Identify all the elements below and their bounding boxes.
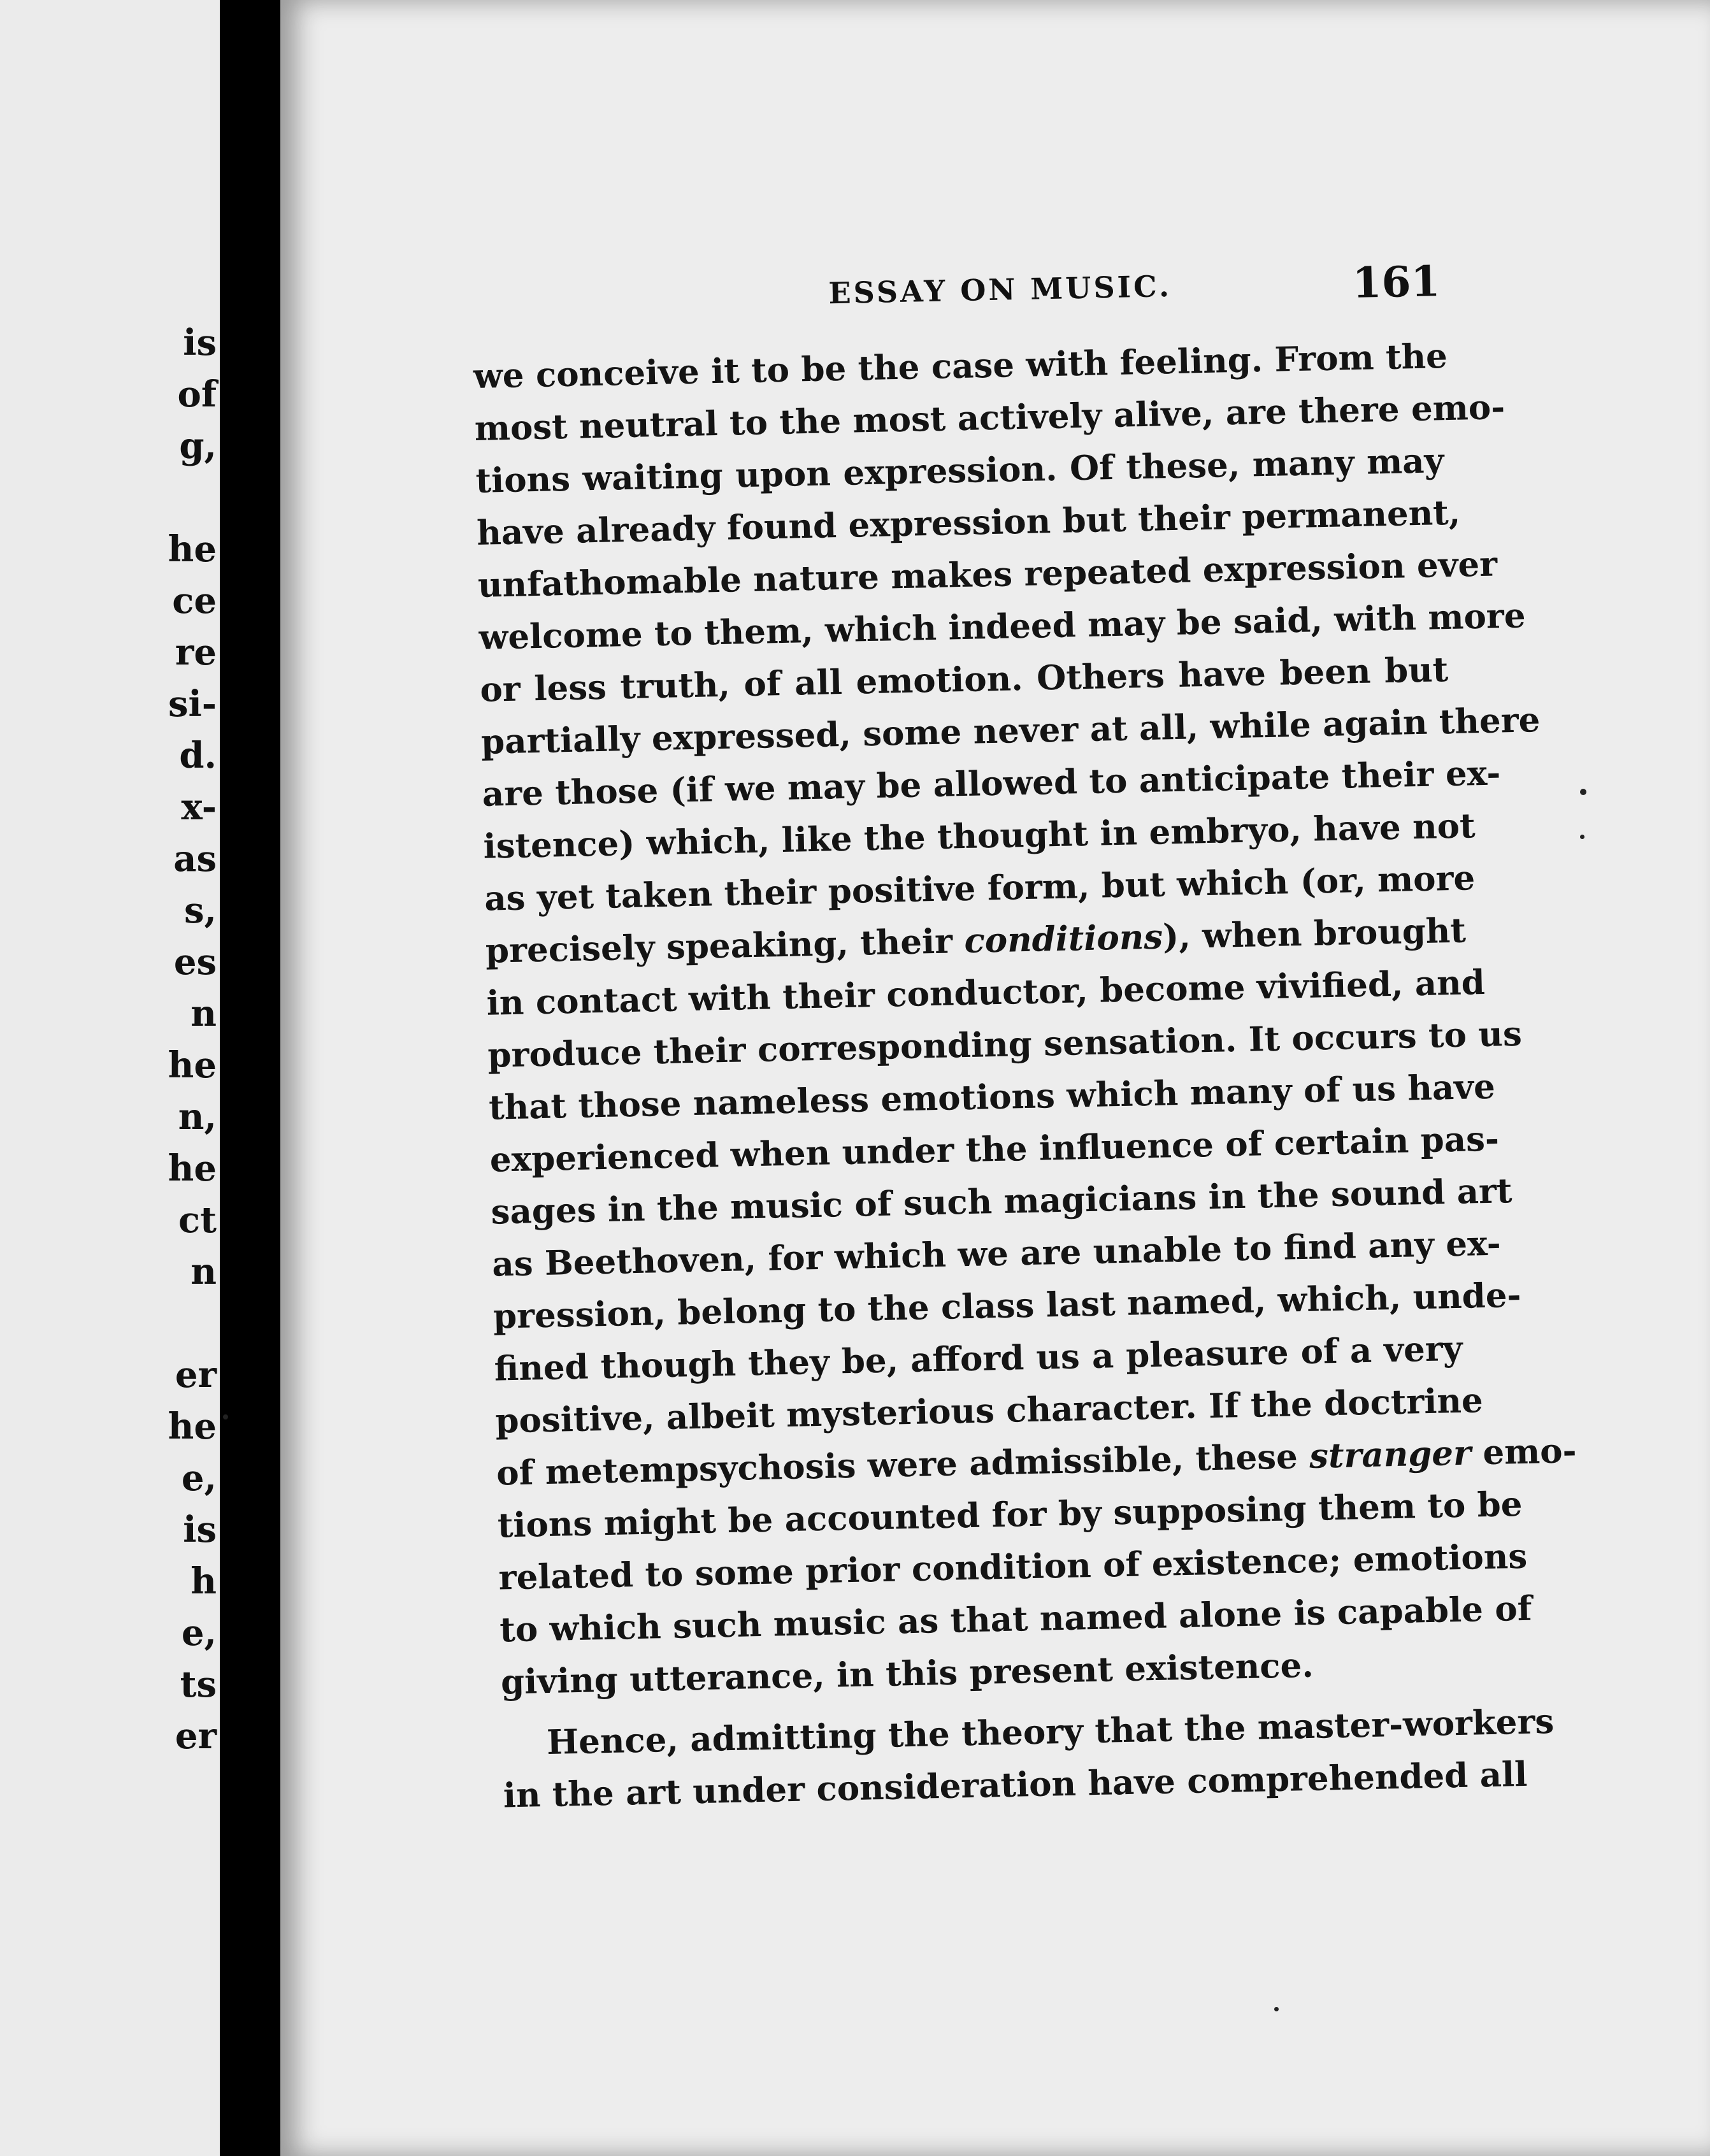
left-page-fragment: n [190, 1251, 217, 1293]
text-line: we conceive it to be the case with feeling. From the [473, 336, 1448, 396]
print-speck [1580, 835, 1584, 839]
page-number: 161 [1351, 256, 1441, 308]
text-line: have already found expression but their permanent, [476, 492, 1461, 553]
text-line: unfathomable nature makes repeated expression ever [477, 544, 1498, 605]
left-page-fragment: he [168, 528, 217, 570]
text-line: are those (if we may be allowed to anticipate their ex- [482, 753, 1501, 814]
italic-word-conditions: conditions [963, 917, 1163, 961]
paragraph-2 [501, 1697, 1555, 1822]
left-page-fragment: g, [179, 425, 217, 467]
left-page [0, 0, 220, 2156]
text-line: fined though they be, afford us a pleasure of a very [494, 1328, 1463, 1389]
text-line: in contact with their conductor, become vivified, and [486, 962, 1486, 1023]
text-line: related to some prior condition of existence; emotions [498, 1536, 1528, 1598]
text-line: as Beethoven, for which we are unable to find any ex- [491, 1223, 1502, 1284]
print-speck [1274, 2007, 1279, 2011]
print-speck [223, 1414, 228, 1419]
text-segment: precisely speaking, their [485, 921, 965, 971]
text-line: as yet taken their positive form, but which (or, more [484, 858, 1476, 919]
text-line: most neutral to the most actively alive, are there emo- [474, 387, 1505, 449]
text-line: giving utterance, in this present existence. [500, 1645, 1314, 1702]
left-page-fragment: si- [168, 683, 217, 725]
left-page-fragment: is [183, 322, 217, 364]
left-page-fragment: d. [179, 735, 217, 777]
left-page-fragment: er [175, 1354, 217, 1396]
text-line: experienced when under the influence of certain pas- [489, 1119, 1500, 1180]
left-page-fragment: n [190, 993, 217, 1035]
text-line: tions might be accounted for by supposing them to be [497, 1484, 1523, 1546]
left-page-fragment: he [168, 1044, 217, 1086]
left-page-fragment: of [177, 373, 217, 415]
print-speck [1580, 789, 1586, 795]
text-line: that those nameless emotions which many of us have [488, 1067, 1496, 1128]
text-line: partially expressed, some never at all, while again there [480, 700, 1541, 762]
right-page [280, 0, 1710, 2156]
text-line: Hence, admitting the theory that the master-workers [546, 1701, 1555, 1763]
text-line: produce their corresponding sensation. It occurs to us [487, 1014, 1523, 1075]
running-title: ESSAY ON MUSIC. [828, 268, 1172, 311]
left-page-fragment: s, [183, 889, 217, 931]
left-page-fragment: ct [178, 1199, 217, 1241]
left-page-fragment: h [190, 1560, 217, 1602]
text-line: or less truth, of all emotion. Others have been but [479, 650, 1449, 710]
left-page-fragment: e, [181, 1457, 217, 1499]
text-line: sages in the music of such magicians in the sound art [490, 1171, 1513, 1232]
left-page-fragment: as [173, 838, 217, 880]
text-line: istence) which, like the thought in embryo, have not [482, 806, 1476, 866]
left-page-fragment: n, [178, 1096, 217, 1138]
left-page-fragment: he [168, 1405, 217, 1448]
text-line: positive, albeit mysterious character. If the doctrine [494, 1381, 1484, 1441]
text-line: to which such music as that named alone is capable of [499, 1588, 1533, 1650]
page-content [471, 256, 1577, 1822]
left-page-fragment: es [173, 941, 217, 983]
text-segment: emo- [1470, 1431, 1577, 1473]
text-segment: ), when brought [1162, 910, 1467, 957]
left-page-fragment: ce [172, 580, 217, 622]
paragraph-1 [473, 330, 1577, 1708]
left-page-fragment: er [175, 1715, 217, 1757]
left-page-fragment: e, [181, 1612, 217, 1654]
text-line: in the art under consideration have comprehended all [503, 1754, 1528, 1816]
book-gutter [220, 0, 280, 2156]
italic-word-stranger: stranger [1309, 1433, 1472, 1476]
left-page-fragment: x- [181, 786, 217, 828]
left-page-fragment: he [168, 1147, 217, 1189]
text-line: pression, belong to the class last named, which, unde- [492, 1275, 1522, 1337]
left-page-fragment: re [175, 631, 217, 673]
left-page-fragment: ts [180, 1664, 217, 1706]
text-segment: of metempsychosis were admissible, these [496, 1436, 1310, 1493]
left-page-fragment: is [183, 1509, 217, 1551]
text-line: tions waiting upon expression. Of these, many may [475, 441, 1444, 501]
text-line: welcome to them, which indeed may be said, with more [478, 596, 1527, 658]
